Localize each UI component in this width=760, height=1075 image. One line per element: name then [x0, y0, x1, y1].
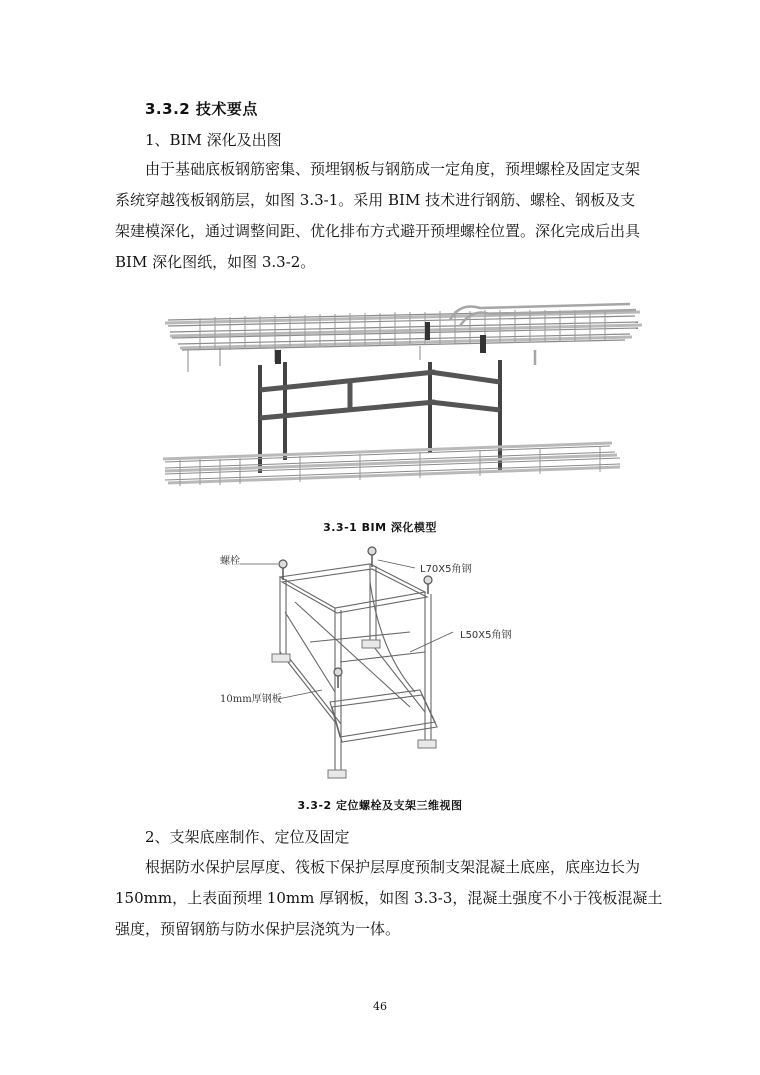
- paragraph-bim: [145, 154, 655, 185]
- label-bolt: 螺栓: [220, 556, 240, 567]
- label-steel-plate: 10mm厚钢板: [220, 694, 282, 705]
- paragraph-line: 150mm，上表面预埋 10mm 厚钢板，如图 3.3-3，混凝土强度不小于筏板混凝土: [115, 889, 663, 907]
- figure-caption-bolt-bracket: 3.3-2 定位螺栓及支架三维视图: [297, 799, 463, 812]
- paragraph-line: 强度，预留钢筋与防水保护层浇筑为一体。: [115, 920, 401, 938]
- paragraph-line: 根据防水保护层厚度、筏板下保护层厚度预制支架混凝土底座，底座边长为: [145, 858, 641, 876]
- paragraph-base-cont: [115, 883, 663, 945]
- paragraph-bim-cont: [115, 185, 650, 278]
- subheading-bim: 1、BIM 深化及出图: [145, 131, 282, 149]
- label-angle-50: L50X5角钢: [460, 630, 512, 641]
- figure-caption-bim-model: 3.3-1 BIM 深化模型: [323, 521, 437, 534]
- label-angle-70: L70X5角钢: [420, 564, 472, 575]
- bolt-bracket-3d-figure: [210, 542, 530, 787]
- subheading-base: 2、支架底座制作、定位及固定: [145, 828, 350, 846]
- paragraph-line: 架建模深化，通过调整间距、优化排布方式避开预埋螺栓位置。深化完成后出具: [115, 222, 641, 240]
- section-heading: 3.3.2 技术要点: [145, 100, 258, 118]
- paragraph-base: [145, 852, 655, 883]
- paragraph-line: 系统穿越筏板钢筋层，如图 3.3-1。采用 BIM 技术进行钢筋、螺栓、钢板及支: [115, 191, 636, 209]
- paragraph-line: 由于基础底板钢筋密集、预埋钢板与钢筋成一定角度，预埋螺栓及固定支架: [145, 160, 641, 178]
- paragraph-line: BIM 深化图纸，如图 3.3-2。: [115, 253, 316, 271]
- page-number: 46: [373, 1000, 387, 1013]
- bim-model-figure: [160, 290, 650, 510]
